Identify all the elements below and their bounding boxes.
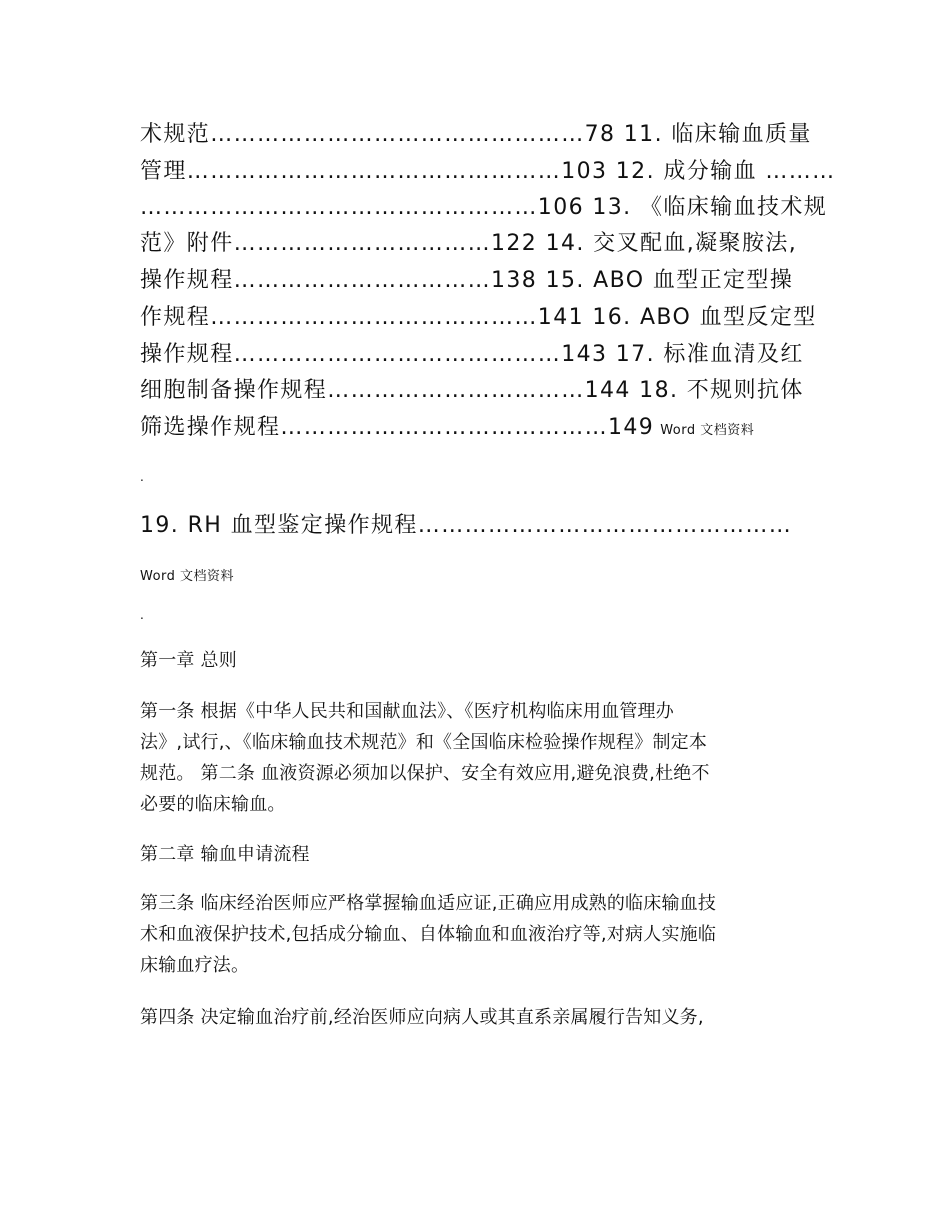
paragraph-line: 法》,试行,、《临床输血技术规范》和《全国临床检验操作规程》制定本 (140, 732, 708, 753)
toc-line: 操作规程……………………………138 15. ABO 血型正定型操 (140, 268, 794, 293)
paragraph-line: 规范。 第二条 血液资源必须加以保护、安全有效应用,避免浪费,杜绝不 (140, 763, 710, 784)
toc-line: 术规范…………………………………………78 11. 临床输血质量 (140, 122, 812, 147)
paragraph-line: 第四条 决定输血治疗前,经治医师应向病人或其直系亲属履行告知义务, (140, 1007, 704, 1028)
word-doc-note: Word 文档资料 (140, 569, 235, 584)
toc-line: 细胞制备操作规程……………………………144 18. 不规则抗体 (140, 378, 804, 403)
separator-dot: . (140, 608, 144, 622)
toc-line: 管理…………………………………………103 12. 成分输血 ……… (140, 159, 836, 184)
chapter-heading: 第二章 输血申请流程 (140, 844, 310, 865)
paragraph-line: 必要的临床输血。 (140, 794, 286, 815)
separator-dot: . (140, 470, 144, 484)
paragraph-line: 术和血液保护技术,包括成分输血、自体输血和血液治疗等,对病人实施临 (140, 924, 717, 945)
toc-entry-19: 19. RH 血型鉴定操作规程………………………………………… (140, 513, 793, 538)
toc-line: 作规程……………………………………141 16. ABO 血型反定型 (140, 305, 817, 330)
toc-line: 操作规程……………………………………143 17. 标准血清及红 (140, 342, 804, 367)
chapter-heading: 第一章 总则 (140, 650, 237, 671)
paragraph-line: 第一条 根据《中华人民共和国献血法》、《医疗机构临床用血管理办 (140, 701, 674, 722)
toc-line-last (140, 414, 754, 445)
word-doc-note: Word 文档资料 (660, 423, 755, 438)
toc-line: ……………………………………………106 13. 《临床输血技术规 (140, 195, 828, 220)
toc-line-text: 筛选操作规程……………………………………149 (140, 415, 655, 440)
paragraph-line: 床输血疗法。 (140, 955, 250, 976)
toc-line: 范》附件……………………………122 14. 交叉配血,凝聚胺法, (140, 231, 798, 256)
paragraph-line: 第三条 临床经治医师应严格掌握输血适应证,正确应用成熟的临床输血技 (140, 893, 717, 914)
